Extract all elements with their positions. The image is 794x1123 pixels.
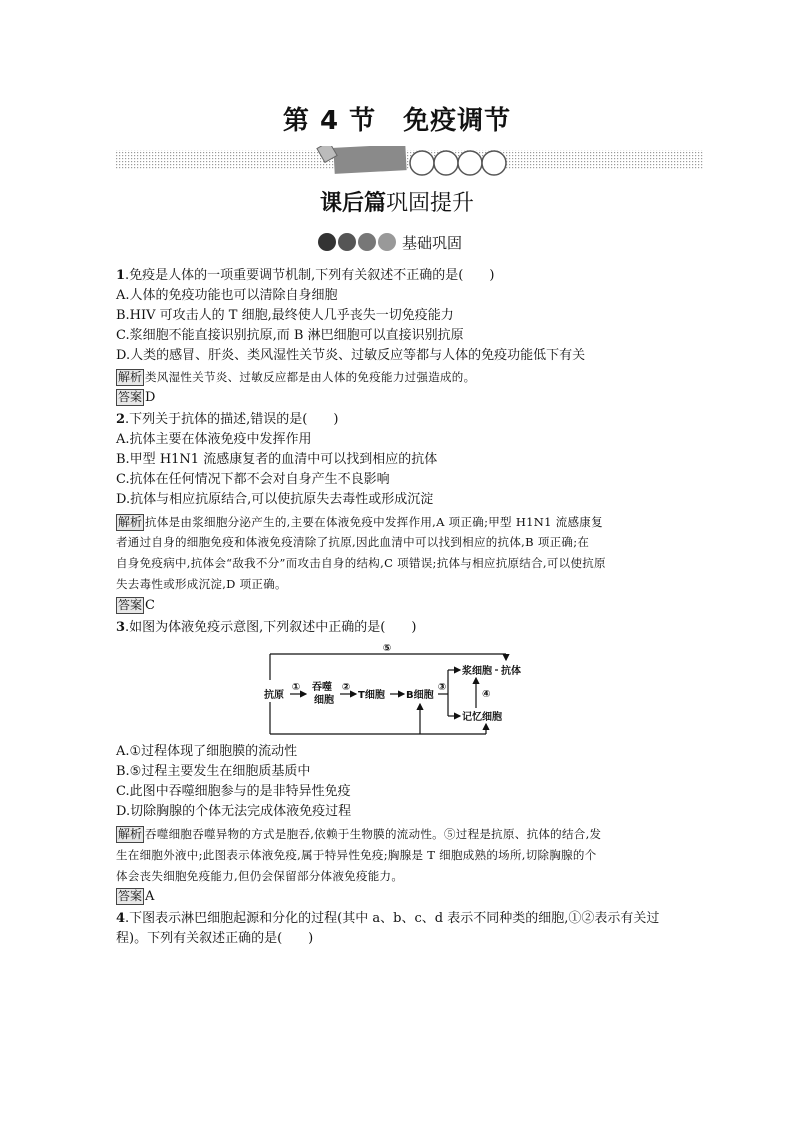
line-q3-d — [116, 802, 351, 822]
answer-tag: 答案 — [118, 598, 143, 612]
option-text: D.抗体与相应抗原结合,可以使抗原失去毒性或形成沉淀 — [116, 492, 434, 507]
line-q3-expl-3 — [116, 866, 403, 887]
option-text: C.此图中吞噬细胞参与的是非特异性免疫 — [116, 784, 351, 799]
humoral-immunity-diagram — [262, 640, 512, 740]
line-q3-a — [116, 742, 297, 762]
line-q1-c — [116, 326, 464, 346]
question-number: 3 — [116, 620, 126, 635]
line-q1-a — [116, 286, 338, 306]
line-q2-expl-1 — [116, 512, 603, 533]
step5-label: ⑤ — [382, 643, 392, 654]
line-q1-stem — [116, 266, 494, 286]
explanation-tag: 解析 — [118, 827, 143, 841]
option-text: C.浆细胞不能直接识别抗原,而 B 淋巴细胞可以直接识别抗原 — [116, 328, 464, 343]
answer-text: D — [145, 390, 156, 405]
expl-text: 类风湿性关节炎、过敏反应都是由人体的免疫能力过强造成的。 — [145, 370, 476, 384]
line-q1-d — [116, 346, 585, 366]
section-title — [0, 186, 794, 217]
stem-text: .下列关于抗体的描述,错误的是( ) — [125, 412, 339, 427]
line-q2-expl-4 — [116, 574, 287, 595]
expl-text: 体会丧失细胞免疫能力,但仍会保留部分体液免疫能力。 — [116, 869, 404, 883]
line-q3-ans — [116, 887, 154, 907]
node-t-cell: T细胞 — [358, 690, 385, 701]
expl-text: 吞噬细胞吞噬异物的方式是胞吞,依赖于生物膜的流动性。⑤过程是抗原、抗体的结合,发 — [145, 827, 602, 841]
question-number: 4 — [116, 911, 126, 926]
expl-text: 失去毒性或形成沉淀,D 项正确。 — [116, 577, 287, 591]
answer-tag: 答案 — [118, 390, 143, 404]
page-title: 第 4 节 免疫调节 — [282, 106, 512, 136]
option-text: A.人体的免疫功能也可以清除自身细胞 — [116, 288, 338, 303]
line-q3-expl-1 — [116, 824, 601, 845]
option-text: A.①过程体现了细胞膜的流动性 — [116, 744, 298, 759]
option-text: B.HIV 可攻击人的 T 细胞,最终使人几乎丧失一切免疫能力 — [116, 308, 454, 323]
option-text: 程)。下列有关叙述正确的是( ) — [116, 931, 314, 946]
step3-label: ③ — [437, 682, 447, 693]
question-number: 1 — [116, 268, 126, 283]
section-banner — [116, 146, 704, 176]
option-text: B.甲型 H1N1 流感康复者的血清中可以找到相应的抗体 — [116, 452, 438, 467]
node-plasma-cell: 浆细胞 — [462, 666, 492, 677]
line-q4-stem-1 — [116, 909, 659, 929]
line-q3-expl-2 — [116, 845, 597, 866]
node-phagocyte-2: 细胞 — [314, 695, 334, 706]
line-q3-c — [116, 782, 351, 802]
option-text: C.抗体在任何情况下都不会对自身产生不良影响 — [116, 472, 390, 487]
step4-label: ④ — [482, 689, 491, 700]
answer-text: C — [145, 598, 155, 613]
line-q2-ans — [116, 596, 155, 616]
option-text: B.⑤过程主要发生在细胞质基质中 — [116, 764, 311, 779]
line-q4-stem-2 — [116, 929, 313, 949]
section-title-rest: 巩固提升 — [386, 191, 475, 216]
level-label: 基础巩固 — [402, 233, 463, 252]
line-q2-expl-3 — [116, 553, 606, 574]
line-q3-stem — [116, 618, 416, 638]
expl-text: 生在细胞外液中;此图表示体液免疫,属于特异性免疫;胸腺是 T 细胞成熟的场所,切除胸腺的个 — [116, 848, 597, 862]
step2-label: ② — [341, 682, 351, 693]
expl-text: 者通过自身的细胞免疫和体液免疫清除了抗原,因此血清中可以找到相应的抗体,B 项正确;在 — [116, 535, 590, 549]
node-antigen: 抗原 — [264, 690, 284, 701]
level-dot — [318, 233, 336, 251]
line-q2-c — [116, 470, 390, 490]
level-indicator — [318, 232, 462, 252]
line-q2-a — [116, 430, 312, 450]
node-antibody: 抗体 — [501, 666, 521, 677]
node-b-cell: B细胞 — [406, 690, 434, 701]
line-q1-b — [116, 306, 454, 326]
expl-text: 自身免疫病中,抗体会“敌我不分”而攻击自身的结构,C 项错误;抗体与相应抗原结合,可以使抗原 — [116, 556, 606, 570]
line-q2-expl-2 — [116, 532, 589, 553]
level-dot — [358, 233, 376, 251]
line-q3-b — [116, 762, 310, 782]
step1-label: ① — [291, 682, 301, 693]
level-dot — [338, 233, 356, 251]
explanation-tag: 解析 — [118, 370, 143, 384]
section-title-bold: 课后篇 — [319, 191, 386, 216]
stem-text: .下图表示淋巴细胞起源和分化的过程(其中 a、b、c、d 表示不同种类的细胞,①②表示有关过 — [125, 911, 660, 926]
node-memory-cell: 记忆细胞 — [462, 712, 502, 723]
stem-text: .如图为体液免疫示意图,下列叙述中正确的是( ) — [125, 620, 417, 635]
option-text: A.抗体主要在体液免疫中发挥作用 — [116, 432, 312, 447]
line-q2-stem — [116, 410, 338, 430]
question-number: 2 — [116, 412, 126, 427]
stem-text: .免疫是人体的一项重要调节机制,下列有关叙述不正确的是( ) — [125, 268, 495, 283]
expl-text: 抗体是由浆细胞分泌产生的,主要在体液免疫中发挥作用,A 项正确;甲型 H1N1 流感康复 — [145, 515, 603, 529]
explanation-tag: 解析 — [118, 515, 143, 529]
line-q2-d — [116, 490, 433, 510]
line-q1-expl — [116, 367, 475, 388]
answer-text: A — [145, 889, 155, 904]
level-dot — [378, 233, 396, 251]
node-phagocyte-1: 吞噬 — [312, 682, 332, 693]
line-q2-b — [116, 450, 437, 470]
answer-tag: 答案 — [118, 889, 143, 903]
line-q1-ans — [116, 388, 155, 408]
option-text: D.切除胸腺的个体无法完成体液免疫过程 — [116, 804, 352, 819]
option-text: D.人类的感冒、肝炎、类风湿性关节炎、过敏反应等都与人体的免疫功能低下有关 — [116, 348, 586, 363]
